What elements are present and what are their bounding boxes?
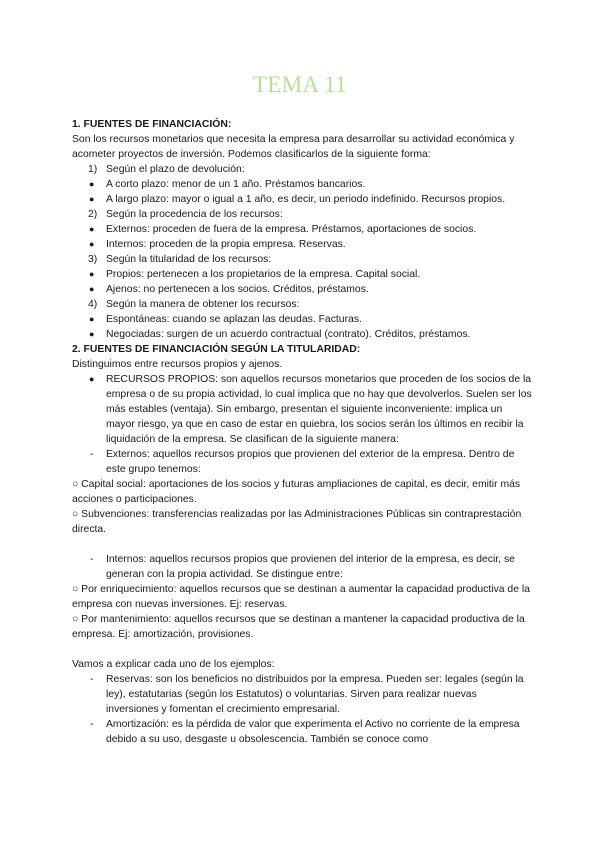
page-title: TEMA 11 (253, 72, 347, 97)
paragraph: ○ Capital social: aportaciones de los socios y futuras ampliaciones de capital, es decir, emitir más acciones o participaciones. (72, 479, 521, 505)
list-marker: 3) (88, 254, 98, 265)
bullet-icon: ● (89, 239, 95, 249)
numbered-item: 3) Según la titularidad de los recursos: (88, 254, 272, 265)
list-item: ● Propios: pertenecen a los propietarios de la empresa. Capital social. (89, 269, 421, 280)
section-2-intro: Distinguimos entre recursos propios y ajenos. (72, 359, 283, 370)
list-item: ● Ajenos: no pertenecen a los socios. Créditos, préstamos. (89, 284, 369, 295)
numbered-item: 2) Según la procedencia de los recursos: (88, 209, 283, 220)
list-marker: 2) (88, 209, 98, 220)
list-marker: 4) (88, 299, 98, 310)
list-item: ● A corto plazo: menor de un 1 año. Préstamos bancarios. (89, 179, 366, 190)
list-marker: 1) (88, 164, 98, 175)
list-item: - Internos: aquellos recursos propios que provienen del interior de la empresa, es decir, se generan con la propia actividad. Se distingue entre: (90, 554, 515, 580)
numbered-item: 1) Según el plazo de devolución: (88, 164, 245, 175)
paragraph: ○ Por mantenimiento: aquellos recursos que se destinan a mantener la capacidad productiva de la empresa. Ej: amortización, provisiones. (72, 614, 525, 640)
list-item: ● Espontáneas: cuando se aplazan las deudas. Facturas. (89, 314, 362, 325)
bullet-icon: ● (89, 224, 95, 234)
list-item: ● Internos: proceden de la propia empresa. Reservas. (89, 239, 346, 250)
dash-marker: - (90, 449, 94, 460)
list-item: ● Negociadas: surgen de un acuerdo contractual (contrato). Créditos, préstamos. (89, 329, 471, 340)
dash-marker: - (90, 719, 94, 730)
document-body (72, 117, 532, 747)
dash-marker: - (90, 674, 94, 685)
section-1-heading: 1. FUENTES DE FINANCIACIÓN: (72, 119, 232, 130)
paragraph: ○ Subvenciones: transferencias realizadas por las Administraciones Públicas sin contraprestación directa. (72, 509, 522, 535)
bullet-icon: ● (89, 314, 95, 324)
bullet-icon: ● (89, 284, 95, 294)
list-item: ● RECURSOS PROPIOS: son aquellos recursos monetarios que proceden de los socios de la empresa o de su propia actividad, lo cual implica que no hay que devolverlos. Suelen ser los más estables (ventaja). Sin embargo, presentan el siguiente inconveniente: implica un mayor riesgo, ya que en caso de estar en quiebra, los socios serán los últimos en recibir la liquidación de la empresa. Se clasifican de la siguiente manera: (89, 374, 532, 445)
numbered-item: 4) Según la manera de obtener los recursos: (88, 299, 300, 310)
dash-marker: - (90, 554, 94, 565)
section-1-intro: Son los recursos monetarios que necesita la empresa para desarrollar su actividad económica y acometer proyectos de inversión. Podemos clasificarlos de la siguiente forma: (72, 134, 515, 160)
list-item: - Externos: aquellos recursos propios que provienen del exterior de la empresa. Dentro de este grupo tenemos: (90, 449, 515, 475)
bullet-icon: ● (89, 269, 95, 279)
section-2-heading: 2. FUENTES DE FINANCIACIÓN SEGÚN LA TITULARIDAD: (72, 344, 361, 355)
list-item: - Reservas: son los beneficios no distribuidos por la empresa. Pueden ser: legales (según la ley), estatutarias (según los Estatutos) o voluntarias. Sirven para realizar nuevas inversiones y fomentan el crecimiento empresarial. (90, 674, 524, 715)
bullet-icon: ● (89, 194, 95, 204)
paragraph: ○ Por enriquecimiento: aquellos recursos que se destinan a aumentar la capacidad productiva de la empresa con nuevas inversiones. Ej: reservas. (72, 584, 530, 610)
bullet-icon: ● (89, 179, 95, 189)
bullet-icon: ● (89, 329, 95, 339)
list-item: ● Externos: proceden de fuera de la empresa. Préstamos, aportaciones de socios. (89, 224, 477, 235)
list-item: ● A largo plazo: mayor o igual a 1 año, es decir, un periodo indefinido. Recursos propios. (89, 194, 506, 205)
bullet-icon: ● (89, 374, 95, 384)
paragraph: Vamos a explicar cada uno de los ejemplos: (72, 659, 275, 670)
list-item: - Amortización: es la pérdida de valor que experimenta el Activo no corriente de la empresa debido a su uso, desgaste u obsolescencia. También se conoce como (90, 719, 520, 745)
